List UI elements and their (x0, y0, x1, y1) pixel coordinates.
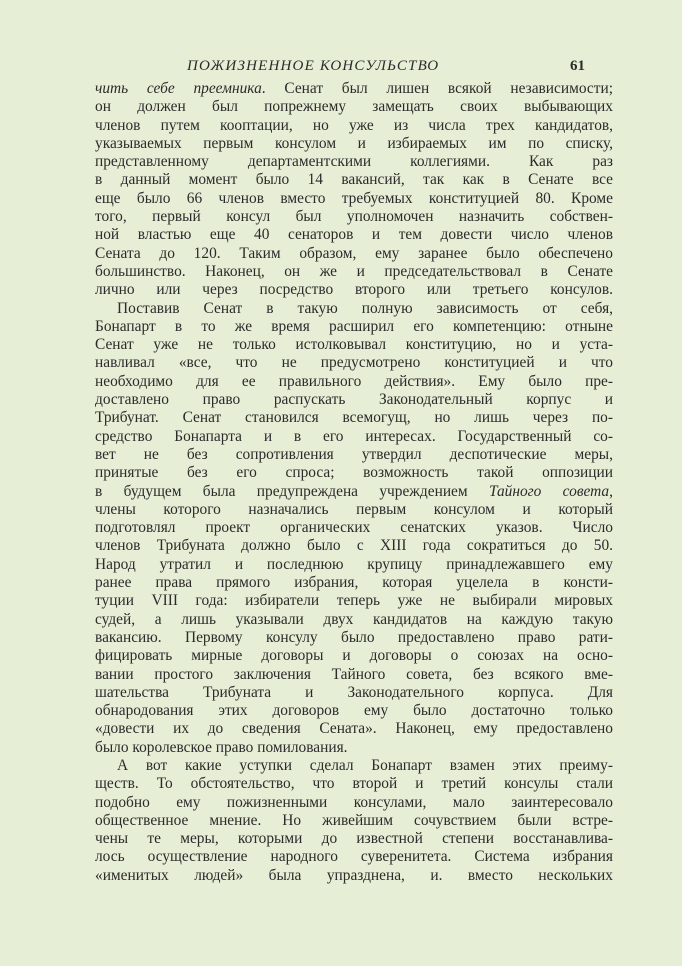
italic-text: чить себе преемника (95, 80, 262, 97)
text-segment: указываемых первым консулом и избираемых им по списку, (95, 134, 613, 152)
text-segment: вакансию. Первому консулу было предоставлено право рати- (95, 628, 613, 646)
text-segment: члены которого назначались первым консулом и который (95, 500, 613, 518)
text-line (95, 592, 613, 610)
text-line (95, 171, 613, 189)
text-segment: большинство. Наконец, он же и председательствовал в Сенате (95, 262, 613, 280)
text-line (95, 684, 613, 702)
text-line (95, 702, 613, 720)
text-segment: Сената до 120. Таким образом, ему заранее было обеспечено (95, 244, 613, 262)
text-segment: средство Бонапарта и в его интересах. Государственный со- (95, 427, 613, 445)
text-segment: он должен был попрежнему замещать своих выбывающих (95, 98, 613, 116)
italic-text: Тайного совета (488, 482, 610, 500)
text-segment: того, первый консул был уполномочен назначить собствен- (95, 208, 613, 226)
text-segment: лось осуществление народного суверенитета. Система избрания (95, 848, 613, 866)
text-segment: судей, а лишь указывали двух кандидатов на каждую такую (95, 610, 613, 628)
text-line (95, 446, 613, 464)
text-segment: Трибунат. Сенат становился всемогущ, но лишь через по- (95, 409, 613, 427)
text-line (95, 428, 613, 446)
text-segment: подобно ему пожизненными консулами, мало заинтересовало (95, 793, 613, 811)
text-line (95, 757, 613, 775)
text-line (95, 208, 613, 226)
text-segment: членов путем кооптации, но уже из числа трех кандидатов, (95, 116, 613, 134)
text-segment: вании простого заключения Тайного совета, без всякого вме- (95, 665, 613, 683)
text-line (95, 135, 613, 153)
text-segment: шательства Трибуната и Законодательного корпуса. Для (95, 683, 613, 701)
text-line (95, 556, 613, 574)
text-segment: принятые без его спроса; возможность такой оппозиции (95, 464, 613, 482)
text-segment: доставлено право распускать Законодательный корпус и (95, 391, 613, 409)
text-segment: обнародования этих договоров ему было достаточно только (95, 702, 613, 720)
text-segment: навливал «все, что не предусмотрено конституцией и что (95, 354, 613, 372)
text-segment: , (609, 482, 613, 500)
text-segment: «довести их до сведения Сената». Наконец, ему предоставлено (95, 720, 613, 738)
text-segment: представленному департаментскими коллегиями. Как раз (95, 153, 613, 171)
page-number: 61 (570, 58, 585, 74)
text-segment: лично или через посредство второго или третьего консулов. (95, 281, 613, 299)
text-line (95, 537, 613, 555)
text-segment: необходимо для ее правильного действия». Ему было пре- (95, 372, 613, 390)
text-line (95, 245, 613, 263)
text-segment: Бонапарт в то же время расширил его компетенцию: отныне (95, 317, 613, 335)
text-segment: туции VIII года: избиратели теперь уже не выбирали мировых (95, 592, 613, 610)
text-segment: чены те меры, которыми до известной степени восстанавлива- (95, 830, 613, 848)
text-segment: подготовлял проект органических сенатских указов. Число (95, 519, 613, 537)
text-line (95, 812, 613, 830)
text-line (95, 666, 613, 684)
text-line (95, 464, 613, 482)
text-line (95, 300, 613, 318)
text-segment: ществ. То обстоятельство, что второй и третий консулы стали (95, 775, 613, 793)
text-line (95, 318, 613, 336)
text-segment: в данный момент было 14 вакансий, так как в Сенате все (95, 171, 613, 189)
text-line (95, 519, 613, 537)
text-segment: Сенат уже не только истолковывал конституцию, но и уста- (95, 336, 613, 354)
text-line (95, 373, 613, 391)
text-line (95, 336, 613, 354)
text-line (95, 830, 613, 848)
text-line (95, 629, 613, 647)
text-segment: вет не без сопротивления утвердил деспотические меры, (95, 445, 613, 463)
text-segment: Народ утратил и последнюю крупицу принадлежавшего ему (95, 555, 613, 573)
text-segment: Поставив Сенат в такую полную зависимость от себя, (117, 299, 613, 317)
text-line (95, 574, 613, 592)
running-title: ПОЖИЗНЕННОЕ КОНСУЛЬСТВО (187, 58, 440, 74)
text-segment: «именитых людей» была упразднена, и. вместо нескольких (95, 866, 613, 884)
text-line (95, 190, 613, 208)
text-line (95, 794, 613, 812)
text-line (95, 501, 613, 519)
text-segment: фицировать мирные договоры и договоры о союзах на осно- (95, 647, 613, 665)
text-line (95, 281, 613, 299)
text-segment: общественное мнение. Но живейшим сочувствием были встре- (95, 811, 613, 829)
text-line (95, 720, 613, 738)
text-line (95, 153, 613, 171)
text-line (95, 409, 613, 427)
text-segment: членов Трибуната должно было с XIII года сократиться до 50. (95, 537, 613, 555)
text-line (95, 848, 613, 866)
text-line (95, 391, 613, 409)
text-line (95, 739, 613, 757)
text-line (95, 117, 613, 135)
text-line (95, 98, 613, 116)
text-line (95, 80, 613, 98)
text-segment: еще было 66 членов вместо требуемых конституцией 80. Кроме (95, 189, 613, 207)
text-segment: А вот какие уступки сделал Бонапарт взамен этих преиму- (117, 756, 613, 774)
text-segment: было королевское право помилования. (95, 738, 348, 756)
text-line (95, 226, 613, 244)
text-line (95, 354, 613, 372)
text-segment: в будущем была предупреждена учреждением (95, 482, 489, 500)
text-line (95, 775, 613, 793)
text-line (95, 867, 613, 885)
page-header (95, 58, 585, 78)
text-line (95, 483, 613, 501)
body-text (95, 80, 613, 885)
text-segment: . Сенат был лишен всякой независимости; (261, 80, 613, 97)
text-segment: ной властью еще 40 сенаторов и тем довести число членов (95, 226, 613, 244)
text-line (95, 611, 613, 629)
text-segment: ранее права прямого избрания, которая уцелела в консти- (95, 574, 613, 592)
text-line (95, 263, 613, 281)
text-line (95, 647, 613, 665)
